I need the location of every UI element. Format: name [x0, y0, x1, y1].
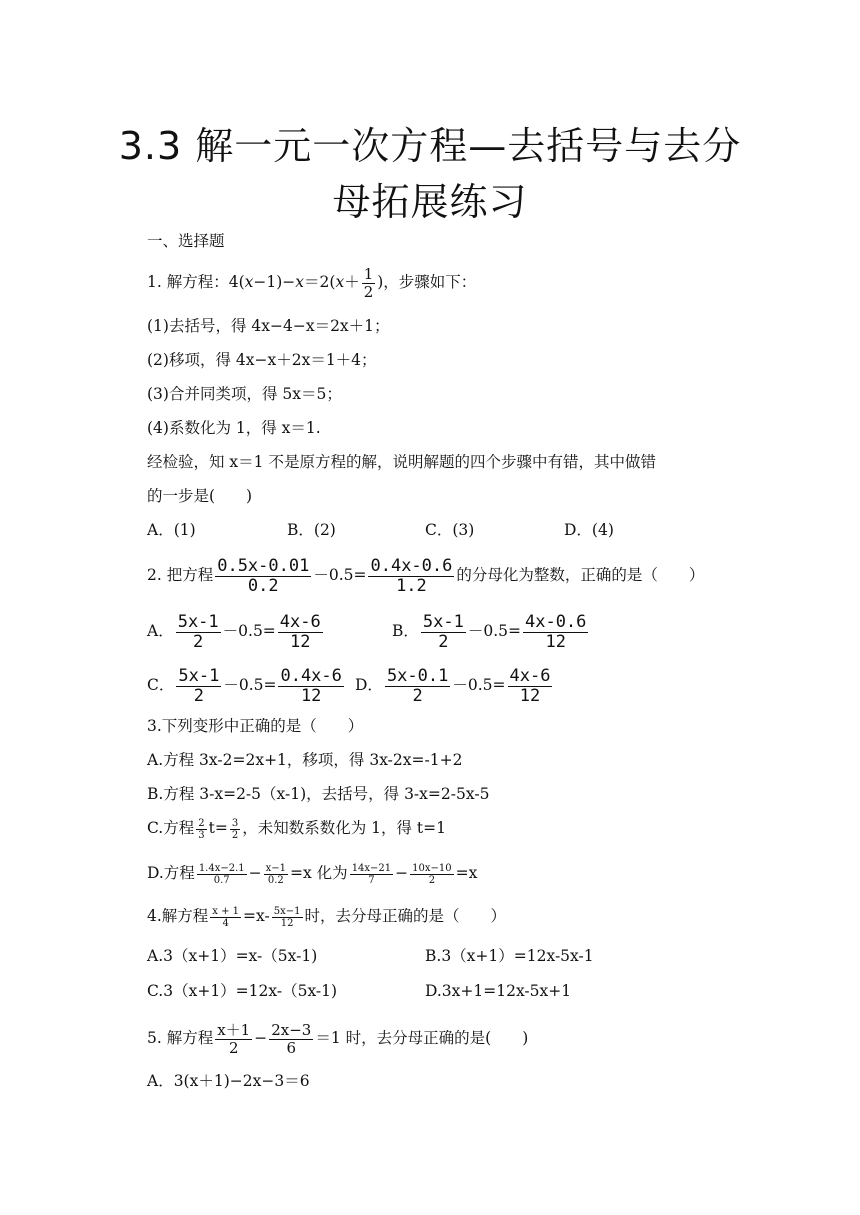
q2-stem [147, 557, 704, 595]
q1-step-2: (2)移项，得 4x−x＋2x＝1＋4； [147, 351, 377, 369]
q4-stem [147, 905, 506, 929]
q3-d-f1-den: 0.7 [213, 874, 230, 886]
q3-d-frac-3 [350, 863, 393, 886]
q5-f2-num: 2x−3 [271, 1021, 312, 1039]
q2-c-r-den: 12 [300, 685, 322, 706]
q3-d-suffix: =x [455, 864, 478, 882]
q3-c-f1-num: 2 [198, 817, 205, 829]
q1-var-x2: x [295, 273, 305, 291]
q2-a-frac-right [278, 613, 323, 651]
q4-frac-2 [272, 906, 303, 929]
q3-d-mid: =x 化为 [290, 864, 348, 882]
q4-option-a[interactable]: A.3（x+1）=x-（5x-1) [147, 947, 318, 965]
q1-stem [147, 266, 476, 300]
q3-option-b[interactable]: B.方程 3-x=2-5（x-1)，去括号，得 3-x=2-5x-5 [147, 785, 490, 803]
q3-option-c[interactable] [147, 817, 446, 841]
q4-f2-num: 5x−1 [273, 905, 301, 917]
q2-suffix: 的分母化为整数，正确的是（ ） [456, 566, 705, 585]
q4-option-c[interactable]: C.3（x+1）=12x-（5x-1) [147, 982, 338, 1000]
q3-c-frac-1 [196, 818, 206, 841]
q5-f2-den: 6 [286, 1038, 297, 1057]
q5-minus: − [254, 1029, 268, 1047]
q2-b-l-den: 2 [438, 631, 449, 652]
q2-b-r-den: 12 [545, 631, 566, 652]
q1-note-line-2: 的一步是( ) [147, 487, 253, 505]
q1-var-x3: x [335, 273, 345, 291]
q2-fraction-1 [215, 557, 311, 595]
q2-a-mid: －0.5= [222, 622, 276, 641]
q3-c-prefix: C.方程 [147, 819, 195, 837]
q2-fraction-2 [368, 557, 454, 595]
q2-b-r-num: 4x-0.6 [524, 612, 587, 632]
q2-prefix: 2. 把方程 [147, 566, 214, 585]
q2-option-b[interactable] [392, 613, 590, 651]
q2-d-l-den: 2 [412, 685, 423, 706]
q5-f1-den: 2 [228, 1038, 239, 1057]
q1-frac-num: 1 [363, 265, 374, 283]
q3-c-f2-den: 2 [231, 829, 239, 841]
q2-c-r-num: 0.4x-6 [280, 666, 342, 686]
q3-d-f3-num: 14x−21 [351, 862, 392, 874]
q2-b-l-num: 5x-1 [422, 612, 464, 632]
q3-d-f4-num: 10x−10 [412, 862, 452, 874]
q2-c-frac-right [278, 667, 343, 705]
q3-d-f2-den: 0.2 [267, 874, 284, 886]
q5-f1-num: x＋1 [217, 1021, 251, 1039]
q3-d-minus-1: − [248, 864, 262, 882]
q3-d-f1-num: 1.4x−2.1 [198, 862, 245, 874]
q5-stem [147, 1022, 528, 1056]
q2-d-frac-left [385, 667, 450, 705]
q2-f2-den: 1.2 [396, 575, 427, 596]
section-heading: 一、选择题 [147, 232, 225, 250]
q2-b-label: B． [392, 622, 419, 641]
q1-eq-mid: −1)− [253, 273, 296, 291]
q3-d-f3-den: 7 [368, 874, 375, 886]
title-line-1: 3.3 解一元一次方程—去括号与去分 [118, 124, 742, 168]
q2-c-mid: －0.5= [223, 676, 277, 695]
page-title [100, 118, 760, 230]
q2-a-r-den: 12 [290, 631, 311, 652]
q2-d-r-num: 4x-6 [509, 666, 551, 686]
q4-f1-den: 4 [222, 917, 229, 929]
q1-option-b[interactable]: B．(2) [287, 521, 336, 539]
q2-mid: －0.5= [313, 566, 367, 585]
q2-option-a[interactable] [147, 613, 325, 651]
q4-suffix: 时，去分母正确的是（ ） [304, 907, 507, 925]
q2-option-d[interactable] [355, 667, 554, 705]
q4-option-b[interactable]: B.3（x+1）=12x-5x-1 [425, 947, 594, 965]
q1-suffix: )，步骤如下： [377, 273, 477, 291]
q2-d-label: D． [355, 676, 383, 695]
q4-f2-den: 12 [280, 917, 294, 929]
q1-eq-mid2: ＝2( [304, 273, 336, 291]
q3-d-frac-4 [410, 863, 453, 886]
q1-step-4: (4)系数化为 1，得 x＝1. [147, 419, 321, 437]
q2-d-l-num: 5x-0.1 [386, 666, 449, 686]
q2-a-l-den: 2 [193, 631, 204, 652]
q3-d-prefix: D.方程 [147, 864, 195, 882]
title-line-2: 母拓展练习 [332, 180, 528, 224]
q3-d-frac-2 [264, 863, 288, 886]
q3-c-suffix: ，未知数系数化为 1，得 t=1 [242, 819, 446, 837]
q2-c-l-den: 2 [193, 685, 204, 706]
q2-a-r-num: 4x-6 [279, 612, 321, 632]
q2-b-frac-left [421, 613, 466, 651]
q1-var-x1: x [244, 273, 254, 291]
q5-prefix: 5. 解方程 [147, 1029, 214, 1047]
q1-option-a[interactable]: A．(1) [147, 521, 196, 539]
q2-a-frac-left [176, 613, 221, 651]
q2-d-frac-right [508, 667, 553, 705]
q2-c-label: C． [147, 676, 175, 695]
q3-option-a[interactable]: A.方程 3x-2=2x+1，移项，得 3x-2x=-1+2 [147, 751, 463, 769]
q5-suffix: ＝1 时，去分母正确的是( ) [315, 1029, 529, 1047]
q4-frac-1 [210, 906, 241, 929]
q1-frac-den: 2 [363, 282, 374, 301]
q1-prefix: 1. 解方程：4( [147, 273, 245, 291]
q4-f1-num: x + 1 [212, 905, 240, 917]
q2-a-l-num: 5x-1 [177, 612, 219, 632]
q1-note-line-1: 经检验，知 x＝1 不是原方程的解，说明解题的四个步骤中有错，其中做错 [147, 453, 656, 471]
q5-option-a[interactable]: A．3(x＋1)−2x−3＝6 [147, 1072, 310, 1090]
q4-option-d[interactable]: D.3x+1=12x-5x+1 [425, 982, 572, 1000]
q2-a-label: A． [147, 622, 174, 641]
q3-d-f4-den: 2 [428, 874, 436, 886]
q5-frac-1 [215, 1022, 252, 1056]
q3-c-f2-num: 3 [231, 817, 239, 829]
q3-d-frac-1 [197, 863, 247, 886]
q2-option-c[interactable] [147, 667, 346, 705]
q2-d-r-den: 12 [519, 685, 541, 706]
q3-c-frac-2 [230, 818, 240, 841]
q2-f1-den: 0.2 [247, 575, 279, 596]
q1-fraction [362, 266, 376, 300]
q4-mid: =x- [243, 907, 270, 925]
q5-frac-2 [269, 1022, 313, 1056]
q1-step-1: (1)去括号，得 4x−4−x＝2x＋1； [147, 317, 390, 335]
q2-c-frac-left [176, 667, 221, 705]
q1-option-c[interactable]: C．(3) [425, 521, 475, 539]
q3-c-mid: t= [208, 819, 228, 837]
q2-b-frac-right [523, 613, 588, 651]
q3-d-f2-num: x−1 [265, 862, 287, 874]
q1-plus: ＋ [344, 273, 360, 291]
q1-option-d[interactable]: D．(4) [564, 521, 614, 539]
q2-d-mid: －0.5= [452, 676, 506, 695]
q3-d-minus-2: − [395, 864, 409, 882]
q3-stem: 3.下列变形中正确的是（ ） [147, 717, 364, 735]
q2-c-l-num: 5x-1 [178, 666, 220, 686]
q1-step-3: (3)合并同类项，得 5x＝5； [147, 385, 342, 403]
q2-f1-num: 0.5x-0.01 [217, 556, 310, 576]
q3-c-f1-den: 3 [198, 829, 205, 841]
q4-prefix: 4.解方程 [147, 907, 209, 925]
q2-b-mid: －0.5= [467, 622, 521, 641]
q2-f2-num: 0.4x-0.6 [370, 556, 453, 576]
q3-option-d[interactable] [147, 862, 477, 886]
